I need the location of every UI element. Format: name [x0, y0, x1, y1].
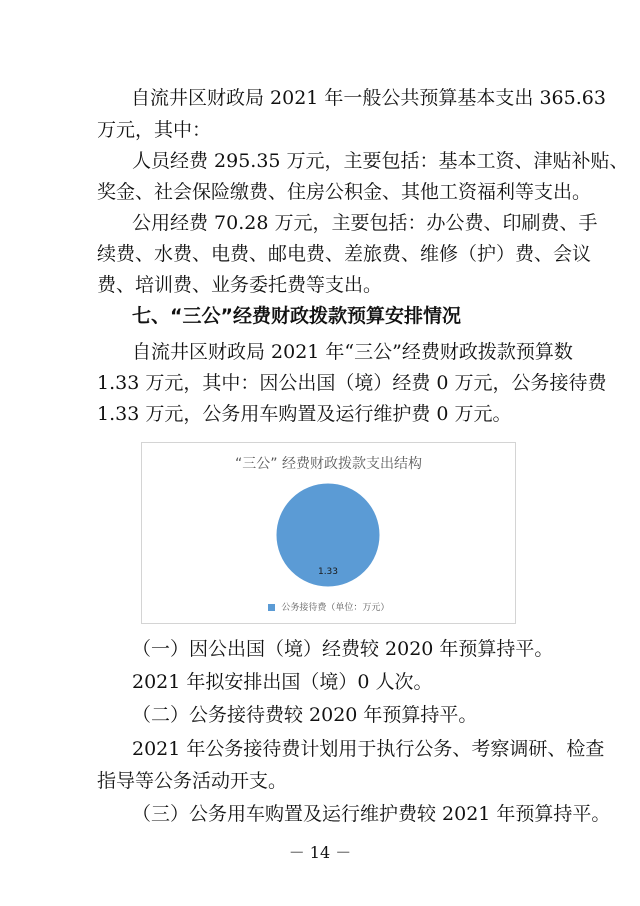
paragraph-line: 自流井区财政局 2021 年“三公”经费财政拨款预算数	[132, 341, 573, 363]
paragraph-line: 1.33 万元，公务用车购置及运行维护费 0 万元。	[97, 403, 512, 425]
paragraph-line: 奖金、社会保险缴费、住房公积金、其他工资福利等支出。	[97, 181, 592, 203]
paragraph-line: 自流井区财政局 2021 年一般公共预算基本支出 365.63	[131, 87, 606, 109]
legend-label: 公务接待费（单位：万元）	[281, 603, 390, 613]
paragraph-line	[132, 149, 629, 173]
chart-title: “三公” 经费财政拨款支出结构	[235, 456, 422, 472]
paragraph-line: （二）公务接待费较 2020 年预算持平。	[132, 704, 478, 726]
paragraph-line-text: 人员经费 295.35 万元，主要包括：基本工资、津贴补贴、	[132, 150, 629, 172]
paragraph-line: （三）公务用车购置及运行维护费较 2021 年预算持平。	[132, 803, 611, 825]
pie-data-label: 1.33	[317, 567, 339, 577]
pie-chart-svg	[142, 443, 515, 623]
paragraph-line: 2021 年公务接待费计划用于执行公务、考察调研、检查	[132, 738, 605, 760]
paragraph-line: 续费、水费、电费、邮电费、差旅费、维修（护）费、会议	[97, 243, 592, 265]
paragraph-line: 万元，其中：	[97, 119, 212, 141]
paragraph-line: 公用经费 70.28 万元，主要包括：办公费、印刷费、手	[132, 212, 598, 234]
paragraph-line: 2021 年拟安排出国（境）0 人次。	[132, 671, 433, 693]
paragraph-line: 1.33 万元，其中：因公出国（境）经费 0 万元，公务接待费	[97, 372, 607, 394]
pie-chart	[141, 442, 516, 624]
paragraph-line: （一）因公出国（境）经费较 2020 年预算持平。	[132, 638, 554, 660]
paragraph-line: 费、培训费、业务委托费等支出。	[97, 274, 383, 296]
chart-legend	[142, 600, 515, 613]
paragraph-line: 指导等公务活动开支。	[97, 770, 288, 792]
legend-swatch	[268, 604, 275, 611]
page-number: － 14 －	[288, 843, 352, 862]
section-heading: 七、“三公”经费财政拨款预算安排情况	[132, 305, 461, 327]
